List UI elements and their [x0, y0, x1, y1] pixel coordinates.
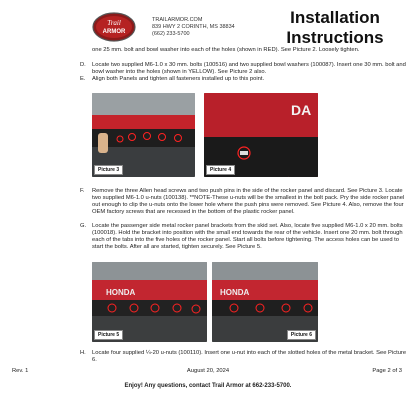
company-phone: (662) 233-5700: [152, 31, 190, 37]
step-h: [80, 350, 408, 364]
picture-5-caption: Picture 5: [94, 330, 123, 340]
footer-enjoy: Enjoy! Any questions, contact Trail Armor at 662-233-5700.: [124, 383, 292, 389]
picture-4-brand-image: [288, 93, 318, 177]
step-g-text: Locate the passenger side metal rocker panel brackets from the skid set. Also, locate five supplied M6-1.0 x 20 mm. bolts (100018). Hold the bracket into position with the small end towards the rear of the vehicle. Insert one 20 mm. bolt through each of the tabs into the five holes of the rocker panel. Start all bolts before tightening. The access holes can be used to start the bolts. After all are started, tighten securely. See Picture 5.: [92, 223, 403, 250]
page-title: [270, 8, 400, 48]
title-line-2: Instructions: [286, 28, 384, 47]
step-f-label: F.: [80, 188, 85, 194]
picture-3-caption: Picture 3: [94, 165, 123, 175]
step-e-label: E.: [80, 76, 86, 82]
step-g: [80, 223, 408, 251]
step-d: [80, 62, 408, 76]
step-d-label: D.: [80, 62, 86, 68]
company-url: TRAILARMOR.COM: [152, 17, 203, 23]
step-e-text: Align both Panels and tighten all fasteners installed up to this point.: [92, 76, 265, 82]
footer-date: August 20, 2024: [186, 368, 230, 374]
picture-4-brand-strip: [288, 93, 318, 177]
footer-rev: Rev. 1: [12, 368, 29, 374]
step-c-continued: one 25 mm. bolt and bowl washer into each of the holes (shown in RED). See Picture 2. Loosely tighten.: [92, 47, 360, 53]
picture-6: [212, 262, 318, 342]
step-h-text: Locate four supplied ¼-20 u-nuts (100110). Insert one u-nut into each of the slotted holes of the metal bracket. See Picture 6.: [92, 350, 407, 363]
svg-text:HONDA: HONDA: [220, 288, 250, 297]
svg-text:Trail: Trail: [107, 19, 121, 27]
company-address: 839 HWY 2 CORINTH, MS 38834: [152, 24, 235, 30]
trail-armor-logo: [92, 12, 136, 42]
picture-4-caption: Picture 4: [206, 165, 235, 175]
picture-5: [92, 262, 207, 342]
svg-text:DA: DA: [291, 102, 312, 118]
picture-3: [92, 93, 195, 177]
step-e: [80, 76, 408, 83]
company-info: [152, 17, 235, 38]
svg-text:ARMOR: ARMOR: [102, 29, 126, 35]
step-h-label: H.: [80, 350, 86, 356]
title-line-1: Installation: [290, 8, 380, 27]
step-f: [80, 188, 408, 216]
step-f-text: Remove the three Allen head screws and two push pins in the side of the rocker panel and discard. See Picture 3. Locate two supplied M6-1.0 u-nuts (100138). **NOTE-These u-nuts will be the smallest in the bolt pack. Pry the side rocker panel out enough to clip the u-nuts onto the lower hole where the push pins were removed. See Picture 4. Also, remove the four OEM factory screws that are recessed in the bottom of the plastic rocker panel.: [92, 188, 405, 215]
footer-page: Page 2 of 3: [372, 368, 402, 374]
svg-text:HONDA: HONDA: [106, 288, 136, 297]
step-g-label: G.: [80, 223, 87, 229]
picture-6-caption: Picture 6: [287, 330, 316, 340]
step-d-text: Locate two supplied M6-1.0 x 30 mm. bolts (100516) and two supplied bowl washers (100087). Insert one 30 mm. bolt and bowl washer into the holes (shown in YELLOW). See Picture 2 also.: [92, 62, 406, 75]
